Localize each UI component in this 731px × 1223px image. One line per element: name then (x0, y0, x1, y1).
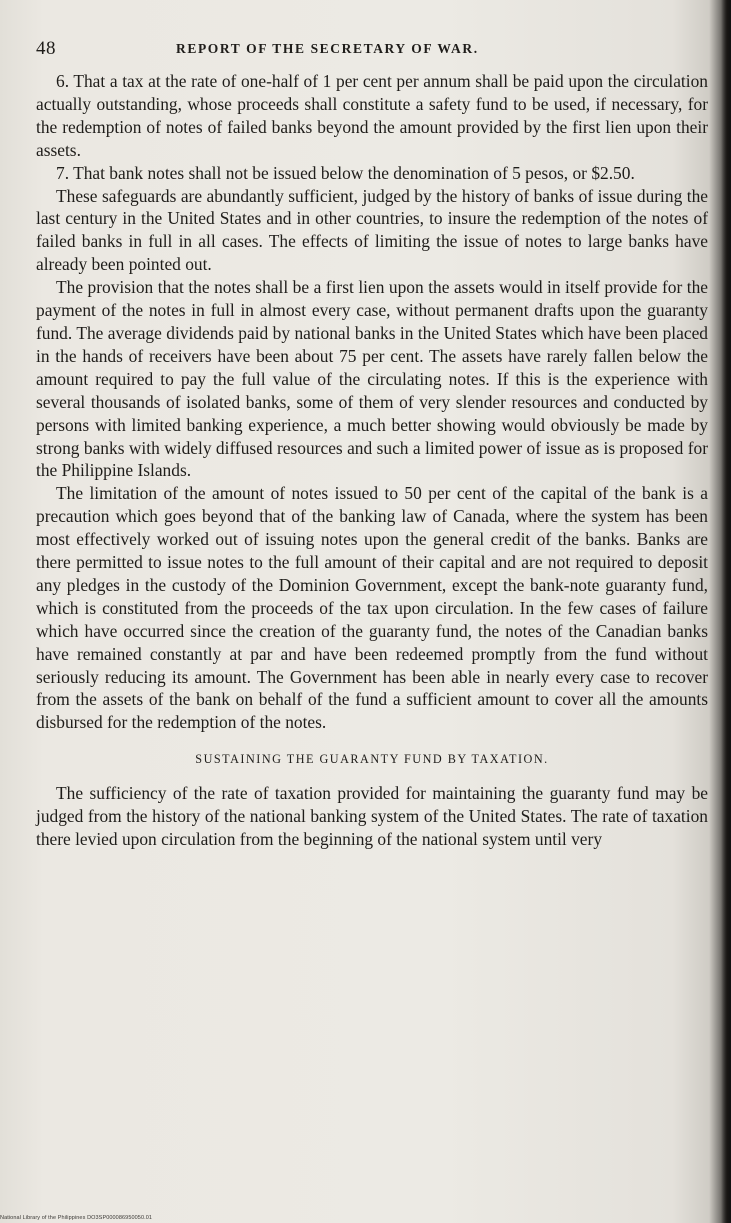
page-edge-shadow (721, 0, 731, 1223)
page-header (36, 38, 708, 60)
paragraph-canada: The limitation of the amount of notes issued to 50 per cent of the capital of the bank is a precaution which goes beyond that of the banking law of Canada, where the system has been most effectively worked out of issuing notes upon the general credit of the banks. Banks are there permitted to issue notes to the full amount of their capital and are not required to deposit any pledges in the custody of the Dominion Government, except the bank-note guaranty fund, which is constituted from the proceeds of the tax upon circulation. In the few cases of failure which have occurred since the creation of the guaranty fund, the notes of the Canadian banks have remained constantly at par and have been redeemed promptly from the fund without seriously reducing its amount. The Government has been able in nearly every case to recover from the assets of the bank on behalf of the fund a sufficient amount to cover all the amounts disbursed for the redemption of the notes. (36, 483, 708, 733)
scan-footer: National Library of the Philippines DO3SP000086950050.01 (0, 1215, 153, 1221)
paragraph-taxation: The sufficiency of the rate of taxation provided for maintaining the guaranty fund may be judged from the history of the national banking system of the United States. The rate of taxation there levied upon circulation from the beginning of the national system until very (36, 783, 708, 850)
body-text (36, 70, 708, 851)
paragraph-denomination: 7. That bank notes shall not be issued below the denomination of 5 pesos, or $2.50. (56, 162, 635, 183)
paragraph-safeguards: These safeguards are abundantly sufficient, judged by the history of banks of issue during the last century in the United States and in other countries, to insure the redemption of the notes of failed banks in full in all cases. The effects of limiting the issue of notes to large banks have already been pointed out. (36, 185, 708, 275)
page-number: 48 (36, 38, 56, 59)
running-head: REPORT OF THE SECRETARY OF WAR. (176, 41, 479, 56)
paragraph-safety-fund: 6. That a tax at the rate of one-half of 1 per cent per annum shall be paid upon the circulation actually outstanding, whose proceeds shall constitute a safety fund to be used, if necessary, for the redemption of notes of failed banks beyond the amount provided by the first lien upon their assets. (36, 71, 708, 160)
paragraph-first-lien: The provision that the notes shall be a first lien upon the assets would in itself provide for the payment of the notes in full in almost every case, without permanent drafts upon the guaranty fund. The average dividends paid by national banks in the United States which have been placed in the hands of receivers have been about 75 per cent. The assets have rarely fallen below the amount required to pay the full value of the circulating notes. If this is the experience with several thousands of isolated banks, some of them of very slender resources and conducted by persons with limited banking experience, a much better showing would obviously be made by strong banks with widely diffused resources and such a limited power of issue as is proposed for the Philippine Islands. (36, 277, 708, 481)
section-heading: SUSTAINING THE GUARANTY FUND BY TAXATION. (195, 752, 549, 767)
